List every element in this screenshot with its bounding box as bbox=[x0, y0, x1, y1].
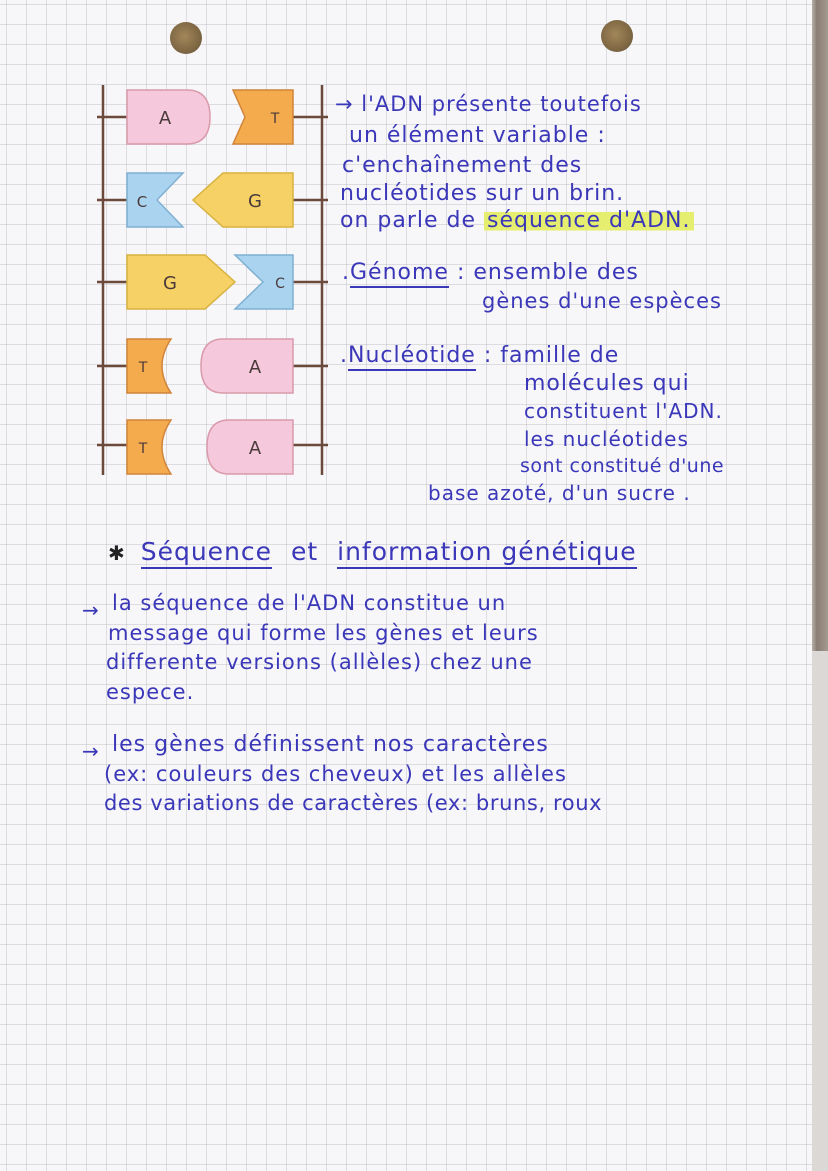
nucleotide-letter: T bbox=[138, 441, 148, 457]
paragraph-line: (ex: couleurs des cheveux) et les allèles bbox=[104, 762, 567, 786]
nucleotide-g-shape bbox=[193, 173, 293, 227]
nucleotide-g-shape bbox=[127, 255, 235, 309]
nucleotide-letter: A bbox=[158, 108, 172, 129]
nucleotide-c-shape bbox=[127, 173, 183, 227]
nucleotide-letter: T bbox=[138, 360, 148, 376]
note-line: c'enchaînement des bbox=[342, 153, 583, 178]
nucleotide-letter: G bbox=[248, 191, 262, 212]
nucleotide-letter: A bbox=[248, 438, 262, 459]
paragraph-line: message qui forme les gènes et leurs bbox=[108, 621, 539, 645]
binder-hole-right bbox=[601, 20, 633, 52]
binder-hole-left bbox=[170, 22, 202, 54]
section-title-part: et bbox=[291, 537, 319, 566]
genome-definition-line: gènes d'une espèces bbox=[482, 289, 722, 313]
nucleotide-definition-line: : famille de bbox=[483, 343, 620, 368]
section-title-part: Séquence bbox=[141, 537, 272, 569]
nucleotide-definition-line: molécules qui bbox=[524, 371, 690, 396]
section-heading bbox=[108, 538, 637, 567]
nucleotide-letter: A bbox=[248, 357, 262, 378]
nucleotide-letter: T bbox=[270, 111, 280, 127]
note-line: on parle de bbox=[340, 208, 477, 233]
nucleotide-t-shape bbox=[233, 90, 293, 144]
nucleotide-definition-line: les nucléotides bbox=[524, 427, 689, 451]
genome-definition: .Génome : ensemble des bbox=[342, 262, 639, 284]
highlighted-term: séquence d'ADN. bbox=[484, 208, 693, 233]
nucleotide-t-shape bbox=[127, 339, 171, 393]
paragraph-line: des variations de caractères (ex: bruns, roux bbox=[104, 791, 603, 815]
asterisk-bullet-icon: ✱ bbox=[108, 541, 126, 565]
nucleotide-letter: C bbox=[275, 276, 285, 292]
arrow-icon: → bbox=[82, 598, 100, 622]
nucleotide-t-shape bbox=[127, 420, 171, 474]
notebook-edge bbox=[812, 0, 828, 1171]
section-title-part: information génétique bbox=[337, 537, 637, 569]
nucleotide-definition-line: base azoté, d'un sucre . bbox=[428, 481, 691, 505]
genome-term: Génome bbox=[350, 260, 449, 288]
nucleotide-definition-line: sont constitué d'une bbox=[520, 455, 725, 477]
arrow-icon: → bbox=[82, 739, 100, 763]
nucleotide-definition: .Nucléotide : famille de bbox=[340, 345, 619, 367]
note-line: nucléotides sur un brin. bbox=[340, 181, 625, 206]
note-line-with-highlight bbox=[340, 210, 694, 232]
nucleotide-letter: G bbox=[163, 273, 177, 294]
nucleotide-term: Nucléotide bbox=[348, 343, 476, 371]
paragraph-line: espece. bbox=[106, 680, 195, 704]
nucleotide-letter: C bbox=[136, 193, 148, 211]
paragraph-line: la séquence de l'ADN constitue un bbox=[112, 591, 507, 615]
paragraph-line: les gènes définissent nos caractères bbox=[112, 732, 549, 757]
note-line: → l'ADN présente toutefois bbox=[335, 92, 642, 116]
paragraph-line: differente versions (allèles) chez une bbox=[106, 650, 533, 674]
nucleotide-a-shape bbox=[201, 339, 293, 393]
nucleotide-definition-line: constituent l'ADN. bbox=[524, 399, 723, 423]
note-line: un élément variable : bbox=[349, 123, 606, 148]
genome-definition-line: : ensemble des bbox=[456, 260, 639, 285]
